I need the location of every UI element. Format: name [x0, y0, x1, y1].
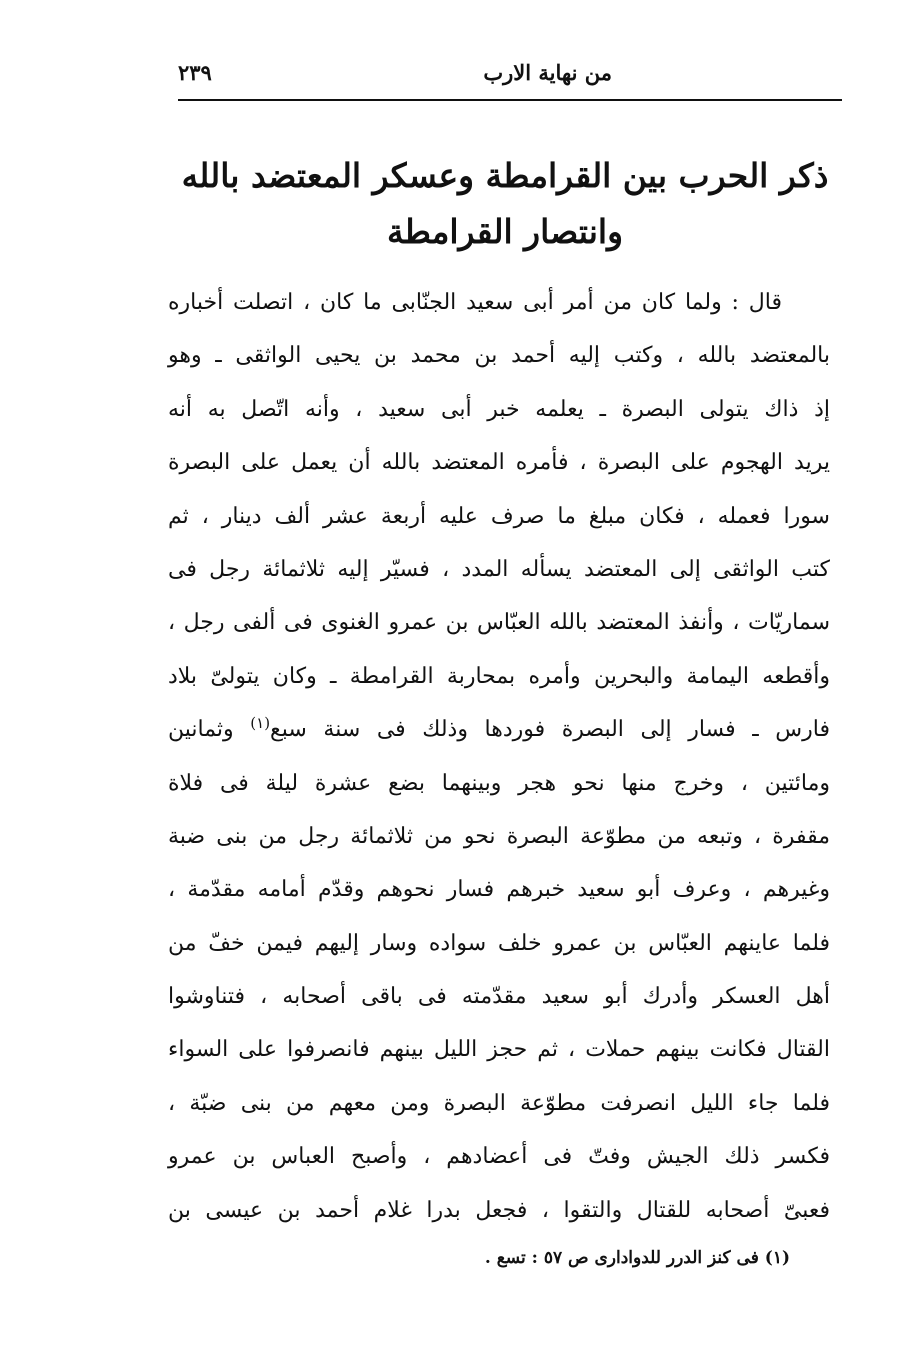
text-line: فعبىّ أصحابه للقتال والتقوا ، فجعل بدرا غلام أحمد بن عيسى بن	[168, 1197, 830, 1223]
text-line-with-note	[168, 703, 830, 756]
text-line: وغيرهم ، وعرف أبو سعيد خبرهم فسار نحوهم وقدّم أمامه مقدّمة ،	[168, 877, 830, 903]
text-line: فلما جاء الليل انصرفت مطوّعة البصرة ومن معهم من بنى ضبّة ،	[168, 1090, 830, 1116]
running-title: من نهاية الارب	[483, 60, 612, 85]
text-line: قال : ولما كان من أمر أبى سعيد الجنّابى ما كان ، اتصلت أخباره	[168, 290, 782, 315]
text-line: أهل العسكر وأدرك أبو سعيد مقدّمته فى باقى أصحابه ، فتناوشوا	[168, 984, 830, 1010]
text-line: ومائتين ، وخرج منها نحو هجر وبينهما بضع عشرة ليلة فى فلاة	[168, 770, 830, 796]
text-line: كتب الواثقى إلى المعتضد يسأله المدد ، فسيّر إليه ثلاثمائة رجل فى	[168, 556, 830, 582]
chapter-title-line-1: ذكر الحرب بين القرامطة وعسكر المعتضد بالله	[181, 156, 829, 195]
text-line-end: وثمانين	[168, 717, 234, 743]
text-line: سورا فعمله ، فكان مبلغ ما صرف عليه أربعة عشر ألف دينار ، ثم	[168, 503, 830, 529]
text-line: فكسر ذلك الجيش وفتّ فى أعضادهم ، وأصبح العباس بن عمرو	[168, 1144, 830, 1170]
text-line: سماريّات ، وأنفذ المعتضد بالله العبّاس بن عمرو الغنوى فى ألفى رجل ،	[168, 610, 830, 636]
chapter-title	[150, 148, 860, 260]
text-line-start: فارس ـ فسار إلى البصرة فوردها وذلك فى سنة سبع	[270, 717, 830, 743]
page-number: ٢٣٩	[178, 60, 212, 85]
text-line: القتال فكانت بينهم حملات ، ثم حجز الليل بينهم فانصرفوا على السواء	[168, 1037, 830, 1063]
text-line: بالمعتضد بالله ، وكتب إليه أحمد بن محمد بن يحيى الواثقى ـ وهو	[168, 343, 830, 369]
text-line: فلما عاينهم العبّاس بن عمرو خلف سواده وسار إليهم فيمن خفّ من	[168, 930, 830, 956]
header-rule	[178, 99, 842, 101]
text-line: إذ ذاك يتولى البصرة ـ يعلمه خبر أبى سعيد ، وأنه اتّصل به أنه	[168, 396, 830, 422]
footnote: (١) فى كنز الدرر للدوادارى ص ٥٧ : تسع .	[484, 1248, 790, 1268]
body-text	[168, 276, 830, 1237]
text-line: وأقطعه اليمامة والبحرين وأمره بمحاربة القرامطة ـ وكان يتولىّ بلاد	[168, 663, 830, 689]
footnote-reference-mark: (١)	[250, 714, 271, 733]
chapter-title-line-2: وانتصار القرامطة	[386, 212, 624, 251]
text-line: يريد الهجوم على البصرة ، فأمره المعتضد بالله أن يعمل على البصرة	[168, 450, 830, 476]
text-line: مقفرة ، وتبعه من مطوّعة البصرة نحو من ثلاثمائة رجل من بنى ضبة	[168, 823, 830, 849]
running-head	[178, 60, 840, 94]
